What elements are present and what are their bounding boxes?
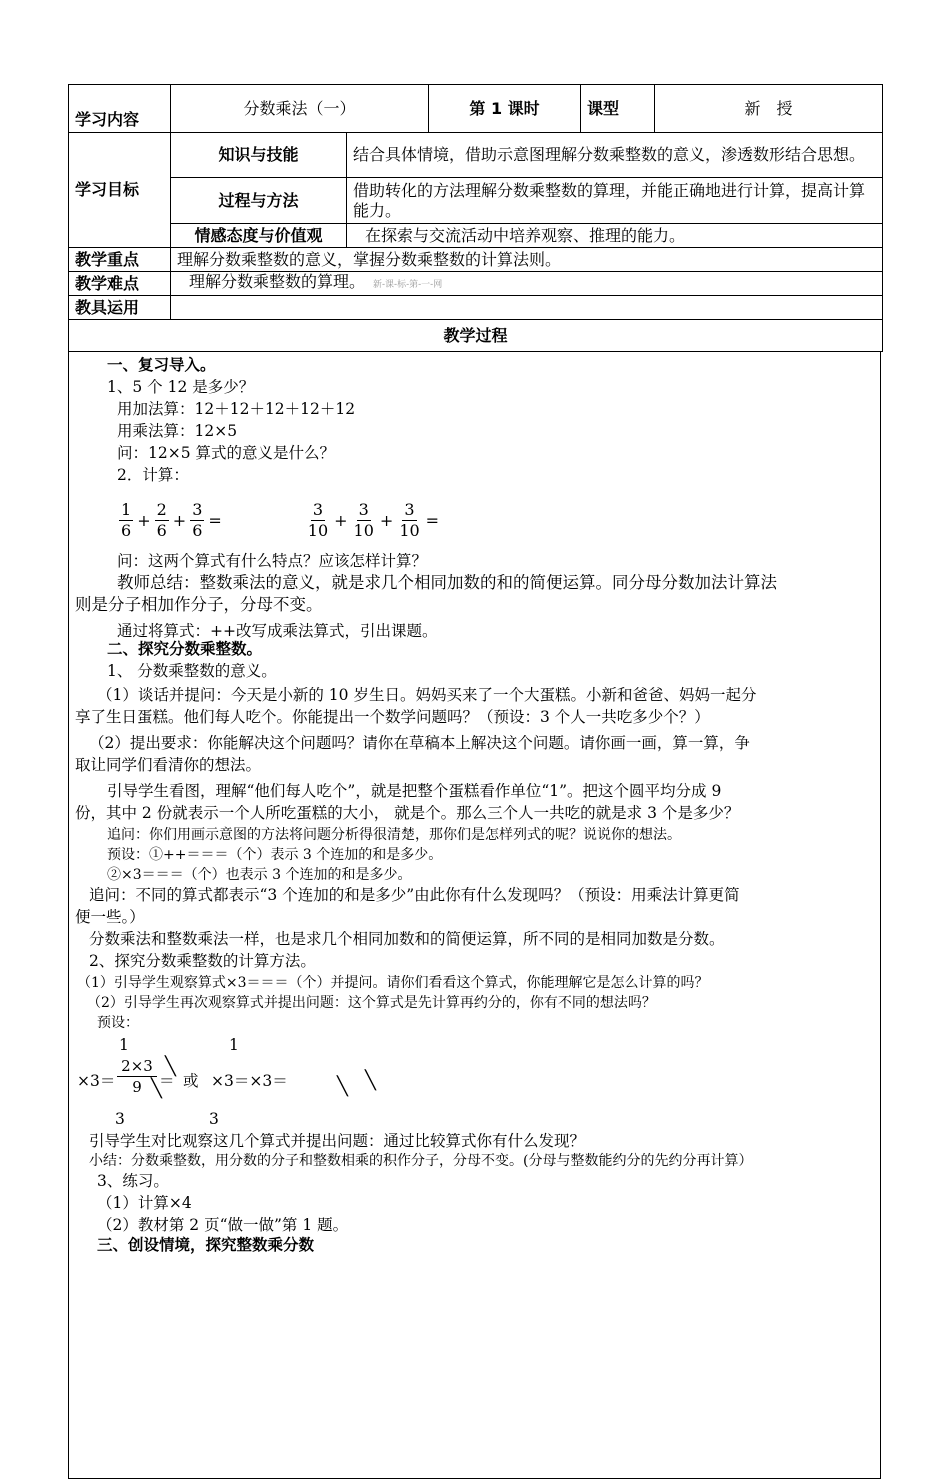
goal-text-knowledge: 结合具体情境，借助示意图理解分数乘整数的意义，渗透数形结合思想。 <box>347 133 883 178</box>
guide-2: 份，其中 2 份就表示一个人所吃蛋糕的大小， 就是个。那么三个人一共吃的就是求 3 个是多少？ <box>75 804 740 822</box>
goals-label: 学习目标 <box>69 133 171 248</box>
story-1: （1）谈话并提问：今天是小新的 10 岁生日。妈妈买来了一个大蛋糕。小新和爸爸、妈妈一起分 <box>97 686 757 704</box>
compare-question: 引导学生对比观察这几个算式并提出问题：通过比较算式你有什么发现？ <box>89 1132 586 1150</box>
cancel-slash-icon: ╲ <box>365 1070 376 1091</box>
cancel-slash-icon: ╲ <box>151 1078 162 1099</box>
review-q1: 1、5 个 12 是多少？ <box>107 378 255 396</box>
calc-denominator: 9 <box>132 1078 142 1096</box>
goal-text-attitude: 在探索与交流活动中培养观察、推理的能力。 <box>347 224 883 248</box>
type-value: 新 授 <box>655 85 883 133</box>
practice-1: （1）计算×4 <box>97 1194 192 1212</box>
practice-2: （2）教材第 2 页“做一做”第 1 题。 <box>97 1216 349 1234</box>
key-label: 教学重点 <box>69 248 171 272</box>
type-label: 课型 <box>581 85 655 133</box>
goal-label-process: 过程与方法 <box>171 178 347 224</box>
preset-label: 预设： <box>97 1015 139 1031</box>
fraction: $\frac{3}{10}$ <box>353 499 374 540</box>
follow-up-2a: 追问：不同的算式都表示“3 个连加的和是多少”由此你有什么发现吗？（预设：用乘法计算更简 <box>89 886 740 904</box>
practice-title: 3、练习。 <box>97 1172 169 1190</box>
method-1: （1）引导学生观察算式×3＝＝＝（个）并提问。请你们看看这个算式，你能理解它是怎么计算的吗？ <box>77 975 709 991</box>
guide-1: 引导学生看图，理解“他们每人吃个”，就是把整个蛋糕看作单位“1”。把这个圆平均分成 9 <box>107 782 722 800</box>
section-scenario: 三、创设情境，探究整数乘分数 <box>97 1236 315 1254</box>
teacher-summary-1: 教师总结：整数乘法的意义，就是求几个相同加数的和的简便运算。同分母分数加法计算法 <box>117 573 777 592</box>
follow-up-1: 追问：你们用画示意图的方法将问题分析得很清楚，那你们是怎样列式的呢？说说你的想法。 <box>107 827 681 843</box>
difficulty-text: 理解分数乘整数的算理。 <box>189 272 366 291</box>
review-add: 用加法算：12＋12＋12＋12＋12 <box>117 400 356 418</box>
review-calc: 2．计算： <box>117 466 189 484</box>
lesson-header-table <box>68 84 883 352</box>
intro-topic: 通过将算式：++改写成乘法算式，引出课题。 <box>117 622 438 640</box>
require-1: （2）提出要求：你能解决这个问题吗？请你在草稿本上解决这个问题。请你画一画，算一算，争 <box>89 734 750 752</box>
calc-bottom-2: 3 <box>209 1110 219 1128</box>
review-ask: 问：12×5 算式的意义是什么？ <box>117 444 335 462</box>
watermark-text: 新-课-标-第-一-网 <box>373 280 443 290</box>
tools-text <box>171 296 883 320</box>
process-title: 教学过程 <box>69 320 883 352</box>
fraction: $\frac{3}{6}$ <box>192 499 203 540</box>
lesson-plan <box>68 84 882 1479</box>
calc-equals: ＝ <box>159 1072 175 1090</box>
features-question: 问：这两个算式有什么特点？应该怎样计算？ <box>117 552 428 570</box>
key-text: 理解分数乘整数的意义，掌握分数乘整数的计算法则。 <box>171 248 883 272</box>
explore-method: 2、探究分数乘整数的计算方法。 <box>89 952 316 970</box>
calc-right: ×3＝×3＝ <box>211 1072 288 1090</box>
cancel-slash-icon: ╲ <box>337 1076 348 1097</box>
calc-top-1: 1 <box>119 1036 129 1054</box>
calc-bottom-1: 3 <box>115 1110 125 1128</box>
story-2: 享了生日蛋糕。他们每人吃个。你能提出一个数学问题吗？（预设：3 个人一共吃多少个？） <box>75 708 710 726</box>
conclusion: 分数乘法和整数乘法一样，也是求几个相同加数和的简便运算，所不同的是相同加数是分数。 <box>89 930 725 948</box>
goal-label-attitude: 情感态度与价值观 <box>171 224 347 248</box>
calc-left: ×3＝ <box>77 1072 116 1090</box>
calc-or: 或 <box>183 1072 199 1090</box>
follow-up-2b: 便一些。） <box>75 908 145 926</box>
content-value: 分数乘法（一） <box>171 85 429 133</box>
difficulty-cell <box>171 272 883 296</box>
require-2: 取让同学们看清你的想法。 <box>75 756 262 774</box>
calc-top-2: 1 <box>229 1036 239 1054</box>
content-label: 学习内容 <box>69 85 171 133</box>
preset-2: ②×3＝＝＝（个）也表示 3 个连加的和是多少。 <box>107 867 412 883</box>
section-explore: 二、探究分数乘整数。 <box>107 640 263 658</box>
goal-text-process: 借助转化的方法理解分数乘整数的算理，并能正确地进行计算，提高计算能力。 <box>347 178 883 224</box>
lesson-number: 第 1 课时 <box>429 85 581 133</box>
tools-label: 教具运用 <box>69 296 171 320</box>
fraction-sums: $\frac{1}{6}$ + $\frac{2}{6}$ + $\frac{3}{6}$ = $\frac{3}{10}$ + $\frac{3}{10}$ + $\frac{3}{10}$ = <box>121 499 440 540</box>
method-2: （2）引导学生再次观察算式并提出问题：这个算式是先计算再约分的，你有不同的想法吗？ <box>87 995 656 1011</box>
preset-1: 预设：①++＝＝＝（个）表示 3 个连加的和是多少。 <box>107 847 443 863</box>
difficulty-label: 教学难点 <box>69 272 171 296</box>
fraction: $\frac{3}{10}$ <box>307 499 329 540</box>
fraction: $\frac{1}{6}$ <box>121 499 132 540</box>
calc-numerator: 2×3 <box>117 1056 157 1077</box>
teaching-process <box>68 352 881 1479</box>
cancel-slash-icon: ╲ <box>165 1056 176 1077</box>
teacher-summary-2: 则是分子相加作分子，分母不变。 <box>75 595 323 614</box>
summary-rule: 小结：分数乘整数，用分数的分子和整数相乘的积作分子，分母不变。(分母与整数能约分的先约分再计算） <box>89 1153 753 1169</box>
section-review: 一、复习导入。 <box>107 356 216 374</box>
goal-label-knowledge: 知识与技能 <box>171 133 347 178</box>
fraction: $\frac{3}{10}$ <box>399 499 420 540</box>
explore-meaning: 1、 分数乘整数的意义。 <box>107 662 277 680</box>
fraction: $\frac{2}{6}$ <box>156 499 167 540</box>
review-mul: 用乘法算：12×5 <box>117 422 238 440</box>
